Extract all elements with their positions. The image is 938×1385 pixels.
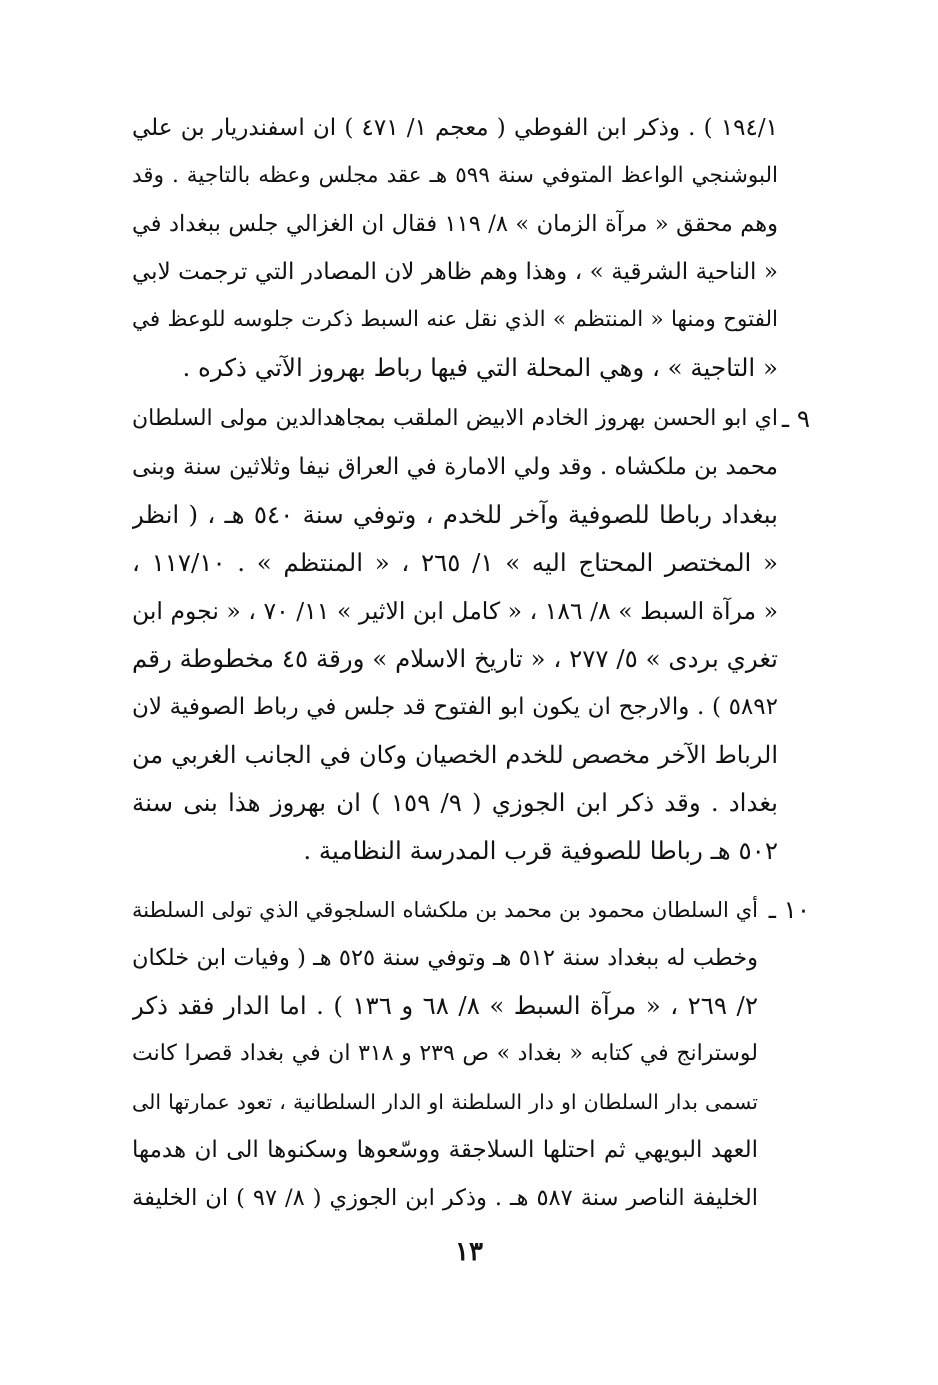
footnote-8-continuation xyxy=(132,104,778,392)
text-line: وهم محقق « مرآة الزمان » ٨/ ١١٩ فقال ان الغزالي جلس ببغداد في xyxy=(132,211,778,237)
text-line: أي السلطان محمود بن محمد بن ملكشاه السلجوقي الذي تولى السلطنة xyxy=(132,898,758,922)
text-line: تغري بردى » ٥/ ٢٧٧ ، « تاريخ الاسلام » ورقة ٤٥ مخطوطة رقم xyxy=(132,644,778,673)
text-line: « المختصر المحتاج اليه » ١/ ٢٦٥ ، « المنتظم » . ١١٧/١٠ ، xyxy=(132,548,778,577)
text-line: الفتوح ومنها « المنتظم » الذي نقل عنه السبط ذكرت جلوسه للوعظ في xyxy=(132,307,778,332)
text-line: ١٩٤/١ ) . وذكر ابن الفوطي ( معجم ١/ ٤٧١ ) ان اسفندريار بن علي xyxy=(132,115,778,141)
text-line: الخليفة الناصر سنة ٥٨٧ هـ . وذكر ابن الجوزي ( ٨/ ٩٧ ) ان الخليفة xyxy=(132,1185,758,1211)
footnote-number-9: ٩ ـ xyxy=(781,404,810,433)
text-line: ٢/ ٢٦٩ ، « مرآة السبط » ٨/ ٦٨ و ١٣٦ ) . اما الدار فقد ذكر xyxy=(132,991,758,1020)
page-number: ١٣ xyxy=(455,1237,483,1267)
footnote-number-10: ١٠ ـ xyxy=(768,895,810,924)
text-line: تسمى بدار السلطان او دار السلطنة او الدار السلطانية ، تعود عمارتها الى xyxy=(132,1090,758,1114)
footnote-9 xyxy=(132,395,778,875)
text-line: البوشنجي الواعظ المتوفي سنة ٥٩٩ هـ عقد مجلس وعظه بالتاجية . وقد xyxy=(132,163,778,188)
text-line: « مرآة السبط » ٨/ ١٨٦ ، « كامل ابن الاثير » ١١/ ٧٠ ، « نجوم ابن xyxy=(132,597,778,625)
text-line: « التاجية » ، وهي المحلة التي فيها رباط بهروز الآتي ذكره . xyxy=(182,353,778,382)
text-line: ببغداد رباطا للصوفية وآخر للخدم ، وتوفي سنة ٥٤٠ هـ ، ( انظر xyxy=(132,500,778,529)
text-line: لوسترانج في كتابه « بغداد » ص ٢٣٩ و ٣١٨ ان في بغداد قصرا كانت xyxy=(132,1041,758,1066)
text-line: الرباط الآخر مخصص للخدم الخصيان وكان في الجانب الغربي من xyxy=(132,741,778,769)
text-line: العهد البويهي ثم احتلها السلاجقة ووسّعوها وسكنوها الى ان هدمها xyxy=(132,1137,758,1163)
text-line: وخطب له ببغداد سنة ٥١٢ هـ وتوفي سنة ٥٢٥ هـ ( وفيات ابن خلكان xyxy=(132,945,758,971)
text-line: « الناحية الشرقية » ، وهذا وهم ظاهر لان المصادر التي ترجمت لابي xyxy=(132,259,778,285)
text-line: ٥٨٩٢ ) . والارجح ان يكون ابو الفتوح قد جلس في رباط الصوفية لان xyxy=(132,694,778,720)
text-line: محمد بن ملكشاه . وقد ولي الامارة في العراق نيفا وثلاثين سنة وبنى xyxy=(132,454,778,480)
text-line: اي ابو الحسن بهروز الخادم الابيض الملقب بمجاهدالدين مولى السلطان xyxy=(132,406,778,431)
text-line: بغداد . وقد ذكر ابن الجوزي ( ٩/ ١٥٩ ) ان بهروز هذا بنى سنة xyxy=(132,788,778,817)
text-line: ٥٠٢ هـ رباطا للصوفية قرب المدرسة النظامية . xyxy=(303,836,778,865)
footnote-10 xyxy=(132,886,758,1222)
